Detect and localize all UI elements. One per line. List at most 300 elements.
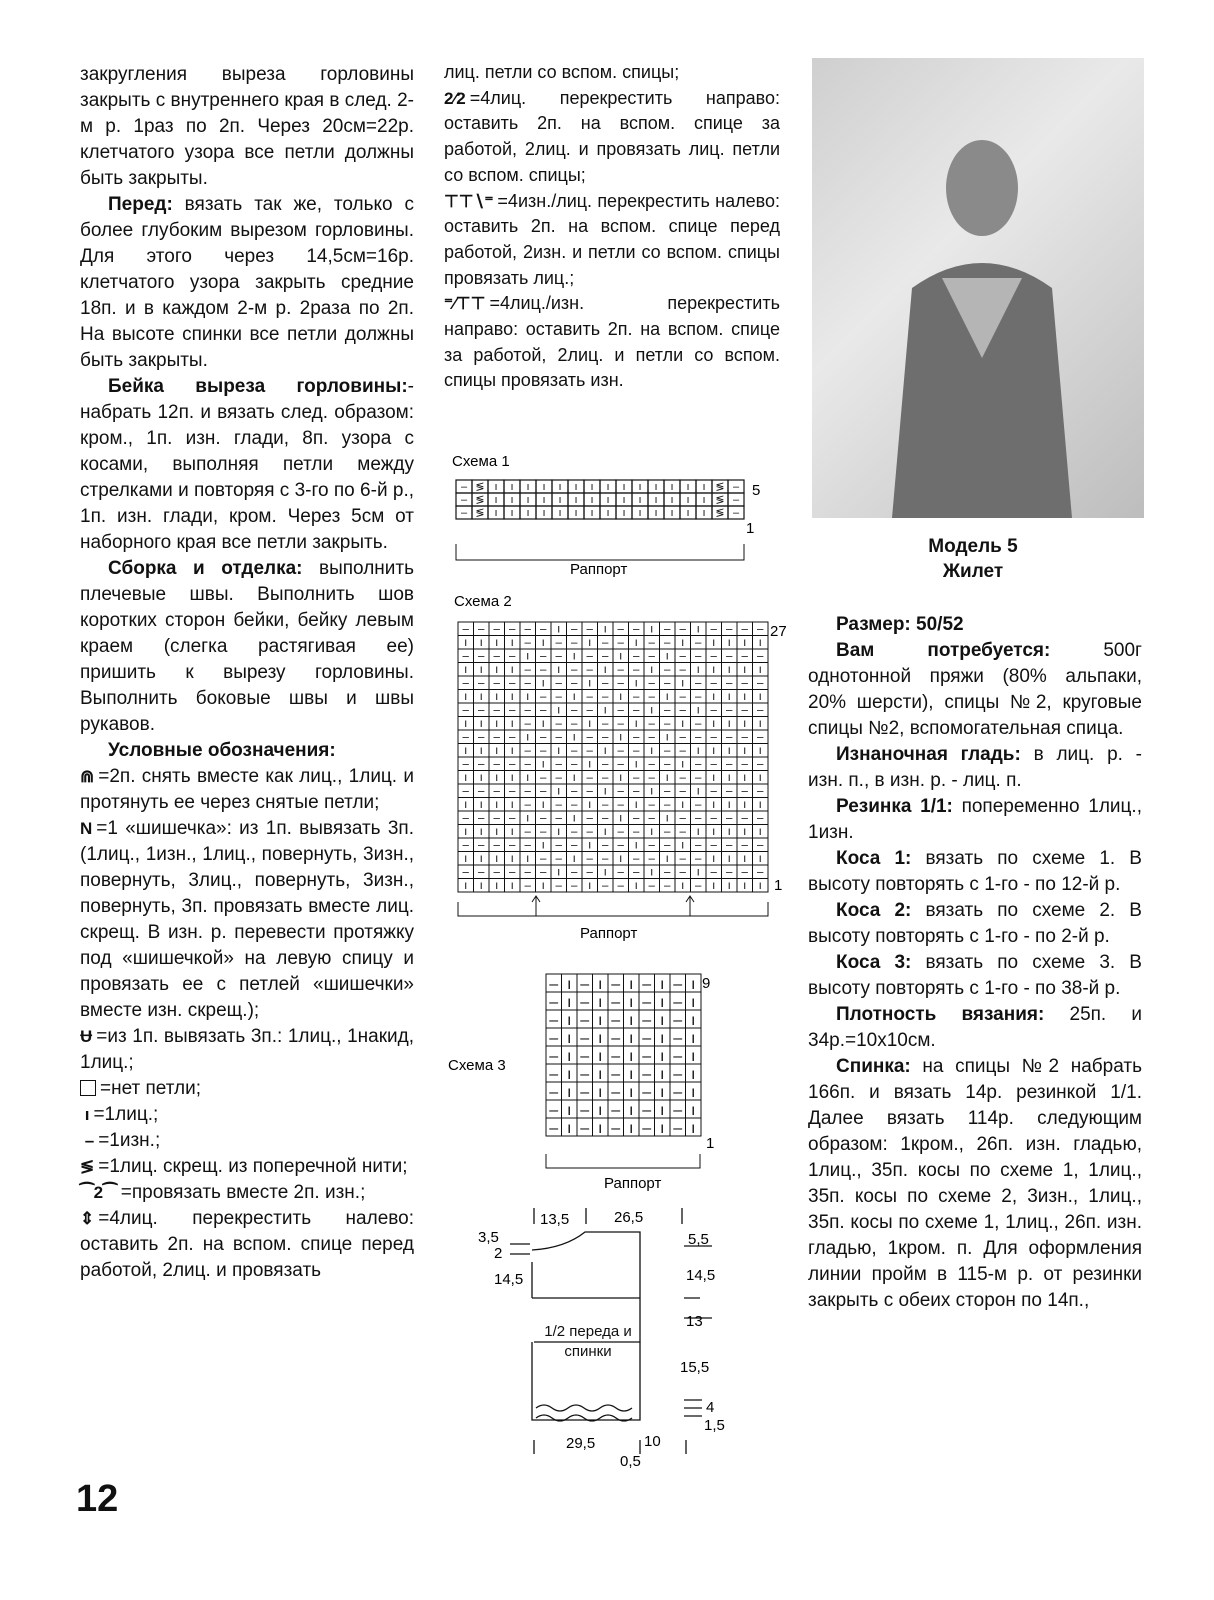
chart-symbol: ı: [495, 772, 499, 784]
chart-symbol: –: [571, 758, 578, 771]
rib-stitch: [808, 794, 1142, 846]
chart-symbol: ı: [572, 650, 576, 663]
chart-symbol: ı: [479, 718, 483, 730]
chart-symbol: –: [493, 623, 500, 636]
chart-symbol: ı: [727, 745, 731, 757]
chart-symbol: –: [580, 1120, 590, 1137]
chart-symbol: ı: [622, 507, 626, 519]
chart-symbol: –: [549, 994, 559, 1011]
chart-symbol: ı: [654, 507, 658, 519]
legend-text: =4лиц. перекрестить направо: оставить 2п. на вспом. спице за работой, 2лиц. и провязать лиц. петли со вспом. спицы;: [444, 87, 780, 185]
chart-symbol: –: [549, 976, 559, 993]
chart-symbol: ı: [622, 494, 626, 506]
chart-symbol: –: [611, 1012, 621, 1029]
chart-symbol: ı: [619, 650, 623, 663]
chart-symbol: ı: [495, 853, 499, 865]
chart-symbol: –: [586, 745, 593, 757]
chart-symbol: –: [524, 839, 531, 852]
chart-symbol: –: [679, 664, 686, 676]
scheme3-grid: [546, 974, 701, 1137]
chart-symbol: ı: [727, 772, 731, 784]
chart-symbol: ı: [526, 494, 530, 506]
chart-symbol: –: [524, 799, 531, 811]
chart-symbol: –: [602, 799, 609, 811]
chart-symbol: –: [611, 1102, 621, 1119]
purl-symbol-icon: –: [80, 1131, 95, 1150]
chart-symbol: –: [462, 731, 469, 744]
legend-text: =4лиц./изн. перекрестить направо: оставить 2п. на вспом. спице за работой, 2лиц. и петли со вспом. спицы провязать изн.: [444, 293, 780, 391]
gauge-text: 25п. и 34р.=10х10см.: [808, 1004, 1142, 1051]
chart-symbol: ı: [526, 772, 530, 784]
chart-symbol: –: [540, 866, 547, 879]
chart-symbol: –: [633, 853, 640, 865]
chart-symbol: ı: [598, 976, 603, 993]
chart-symbol: ı: [712, 664, 716, 676]
chart-symbol: ı: [572, 691, 576, 703]
chart-symbol: ı: [712, 718, 716, 730]
chart-symbol: –: [679, 623, 686, 636]
chart-symbol: ı: [743, 880, 747, 892]
chart-symbol: ı: [510, 745, 514, 757]
chart-symbol: ≶: [715, 481, 725, 493]
chart-symbol: ı: [727, 637, 731, 649]
chart-symbol: –: [664, 758, 671, 771]
chart-symbol: ı: [479, 853, 483, 865]
chart-symbol: ı: [598, 1102, 603, 1119]
chart-symbol: ı: [712, 853, 716, 865]
chart-symbol: –: [695, 772, 702, 784]
chart-symbol: –: [679, 650, 686, 663]
chart-symbol: ı: [743, 772, 747, 784]
chart-symbol: –: [617, 799, 624, 811]
chart-symbol: –: [586, 691, 593, 703]
chart-symbol: –: [555, 772, 562, 784]
chart-symbol: ı: [572, 812, 576, 825]
chart-symbol: ı: [712, 799, 716, 811]
cable-1-text: вязать по схеме 1. В высоту повторять с 1-го - по 12-й р.: [808, 848, 1142, 895]
chart-symbol: ı: [495, 745, 499, 757]
chart-symbol: –: [673, 1048, 683, 1065]
back-section: [808, 1054, 1142, 1314]
chart-symbol: –: [633, 866, 640, 879]
chart-symbol: –: [617, 718, 624, 730]
chart-symbol: ı: [603, 866, 607, 879]
decrease-symbol-icon: ⋒: [80, 767, 95, 786]
chart-symbol: ı: [681, 677, 685, 690]
chart-symbol: –: [549, 1084, 559, 1101]
chart-symbol: ı: [619, 731, 623, 744]
chart-symbol: ı: [603, 664, 607, 676]
chart-symbol: –: [617, 704, 624, 717]
chart-symbol: ı: [574, 507, 578, 519]
chart-symbol: ı: [542, 494, 546, 506]
chart-symbol: –: [478, 866, 485, 879]
chart-symbol: –: [540, 826, 547, 838]
chart-symbol: –: [679, 866, 686, 879]
chart-symbol: –: [673, 1030, 683, 1047]
chart-symbol: –: [611, 1030, 621, 1047]
chart-symbol: ı: [495, 691, 499, 703]
chart-symbol: –: [602, 772, 609, 784]
chart-symbol: ı: [494, 494, 498, 506]
chart-symbol: ≶: [715, 507, 725, 519]
chart-symbol: ı: [660, 1120, 665, 1137]
chart-symbol: ı: [712, 745, 716, 757]
chart-symbol: –: [732, 494, 740, 506]
scheme1-row-label: 5: [752, 482, 761, 499]
chart-symbol: –: [673, 994, 683, 1011]
chart-symbol: –: [726, 758, 733, 771]
repeat-label: Раппорт: [604, 1175, 662, 1192]
chart-symbol: –: [524, 623, 531, 636]
model-photo: [812, 58, 1144, 518]
chart-symbol: ı: [567, 1048, 572, 1065]
chart-symbol: ı: [758, 718, 762, 730]
chart-symbol: ı: [510, 826, 514, 838]
chart-symbol: –: [586, 704, 593, 717]
chart-symbol: –: [757, 704, 764, 717]
chart-symbol: ı: [495, 799, 499, 811]
legend-text: =4изн./лиц. перекрестить налево: оставить 2п. на вспом. спице перед работой, 2изн. и петли со вспом. спицы провязать лиц.;: [444, 190, 780, 288]
chart-symbol: –: [580, 994, 590, 1011]
chart-symbol: ı: [567, 1102, 572, 1119]
chart-symbol: –: [741, 812, 748, 825]
column-right: [808, 612, 1142, 1314]
chart-symbol: ı: [743, 799, 747, 811]
chart-symbol: –: [571, 866, 578, 879]
chart-symbol: –: [695, 839, 702, 852]
dim-label: 29,5: [566, 1435, 596, 1452]
chart-symbol: ı: [665, 772, 669, 784]
chart-symbol: –: [509, 785, 516, 798]
chart-symbol: ı: [686, 507, 690, 519]
paragraph: лиц. петли со вспом. спицы;: [444, 62, 680, 82]
chart-symbol: –: [462, 839, 469, 852]
chart-symbol: ı: [638, 494, 642, 506]
chart-symbol: –: [664, 866, 671, 879]
chart-symbol: ı: [654, 481, 658, 493]
chart-symbol: –: [757, 785, 764, 798]
chart-symbol: –: [571, 637, 578, 649]
chart-symbol: –: [679, 826, 686, 838]
chart-symbol: –: [555, 691, 562, 703]
chart-symbol: ı: [638, 507, 642, 519]
dim-label: 14,5: [494, 1271, 524, 1288]
chart-symbol: ı: [574, 494, 578, 506]
chart-symbol: –: [664, 704, 671, 717]
chart-symbol: ı: [495, 880, 499, 892]
dim-label: 2: [494, 1245, 503, 1262]
chart-symbol: –: [633, 785, 640, 798]
chart-symbol: –: [633, 731, 640, 744]
chart-symbol: ı: [464, 664, 468, 676]
chart-symbol: –: [642, 1084, 652, 1101]
chart-symbol: –: [673, 1012, 683, 1029]
twisted-knit-symbol-icon: ≶: [80, 1157, 95, 1176]
chart-symbol: ı: [619, 772, 623, 784]
chart-symbol: ı: [743, 718, 747, 730]
repeat-label: Раппорт: [570, 561, 628, 578]
chart-symbol: –: [586, 650, 593, 663]
chart-symbol: ı: [464, 799, 468, 811]
materials-title: Вам потребуется:: [836, 640, 1051, 661]
chart-symbol: –: [648, 677, 655, 690]
chart-symbol: –: [549, 1066, 559, 1083]
chart-symbol: ı: [727, 826, 731, 838]
chart-symbol: –: [493, 785, 500, 798]
chart-symbol: ı: [479, 637, 483, 649]
chart-symbol: ı: [696, 866, 700, 879]
chart-symbol: ı: [598, 1066, 603, 1083]
chart-symbol: –: [710, 623, 717, 636]
chart-symbol: –: [540, 623, 547, 636]
chart-symbol: –: [555, 718, 562, 730]
cable-2-title: Коса 2:: [836, 900, 912, 921]
chart-symbol: ı: [479, 799, 483, 811]
chart-symbol: ı: [588, 718, 592, 730]
chart-symbol: –: [633, 691, 640, 703]
chart-symbol: ı: [588, 677, 592, 690]
chart-symbol: –: [555, 637, 562, 649]
chart-symbol: –: [478, 623, 485, 636]
chart-symbol: ı: [743, 853, 747, 865]
chart-symbol: ı: [691, 1066, 696, 1083]
chart-symbol: –: [726, 650, 733, 663]
chart-symbol: ı: [541, 758, 545, 771]
chart-symbol: ı: [634, 718, 638, 730]
chart-symbol: –: [540, 691, 547, 703]
chart-symbol: –: [648, 758, 655, 771]
chart-symbol: ı: [665, 691, 669, 703]
chart-symbol: –: [555, 880, 562, 892]
dim-label: 0,5: [620, 1453, 641, 1470]
chart-symbol: –: [586, 772, 593, 784]
chart-symbol: ı: [510, 772, 514, 784]
chart-symbol: –: [726, 866, 733, 879]
dim-label: 14,5: [686, 1267, 716, 1284]
chart-symbol: ı: [567, 1066, 572, 1083]
chart-symbol: –: [586, 785, 593, 798]
cable-1: [808, 846, 1142, 898]
chart-symbol: ı: [629, 1030, 634, 1047]
chart-symbol: –: [617, 785, 624, 798]
chart-symbol: ı: [727, 853, 731, 865]
dim-label: 15,5: [680, 1359, 710, 1376]
chart-symbol: –: [695, 650, 702, 663]
chart-symbol: ı: [727, 718, 731, 730]
chart-symbol: –: [555, 799, 562, 811]
chart-symbol: ı: [650, 664, 654, 676]
chart-symbol: –: [602, 758, 609, 771]
chart-symbol: ı: [691, 994, 696, 1011]
chart-symbol: –: [679, 853, 686, 865]
chart-symbol: –: [493, 704, 500, 717]
scheme1-title: Схема 1: [452, 453, 510, 470]
cable-right-symbol-icon: 2⁄2: [444, 88, 466, 108]
chart-symbol: –: [642, 1030, 652, 1047]
chart-symbol: ı: [479, 691, 483, 703]
chart-symbol: ı: [650, 866, 654, 879]
assembly-text: выполнить плечевые швы. Выполнить шов коротких сторон бейки, бейку левым краем (слегка растягивая ее) пришить к вырезу горловины. Выполнить боковые швы и швы рукавов.: [80, 558, 414, 735]
chart-symbol: ı: [590, 494, 594, 506]
chart-symbol: –: [478, 812, 485, 825]
chart-symbol: ı: [619, 812, 623, 825]
chart-symbol: ı: [622, 481, 626, 493]
legend-text: =1лиц.;: [93, 1104, 159, 1125]
chart-symbol: –: [695, 637, 702, 649]
chart-symbol: –: [462, 785, 469, 798]
chart-symbol: ı: [541, 718, 545, 730]
chart-symbol: ı: [510, 494, 514, 506]
cable-3: [808, 950, 1142, 1002]
dim-label: 3,5: [478, 1229, 499, 1246]
chart-symbol: ı: [654, 494, 658, 506]
chart-symbol: –: [524, 826, 531, 838]
chart-symbol: –: [642, 976, 652, 993]
dim-label: 26,5: [614, 1209, 644, 1226]
chart-symbol: ı: [510, 481, 514, 493]
paragraph: закругления выреза горловины закрыть с внутреннего края в след. 2-м р. 1раз по 2п. Через 20см=22р. клетчатого узора все петли должны быть закрыты.: [80, 64, 414, 189]
chart-symbol: ı: [660, 1012, 665, 1029]
assembly-title: Сборка и отделка:: [108, 558, 303, 579]
chart-symbol: ı: [510, 853, 514, 865]
chart-symbol: –: [673, 976, 683, 993]
chart-symbol: ı: [598, 1012, 603, 1029]
scheme3-row-label: 1: [706, 1135, 715, 1152]
chart-symbol: –: [611, 1066, 621, 1083]
chart-symbol: –: [726, 677, 733, 690]
chart-symbol: ı: [479, 826, 483, 838]
chart-symbol: ı: [727, 880, 731, 892]
chart-symbol: ı: [670, 507, 674, 519]
chart-symbol: –: [602, 853, 609, 865]
chart-symbol: –: [602, 731, 609, 744]
chart-symbol: ı: [557, 785, 561, 798]
scheme2-grid: [458, 622, 768, 892]
chart-symbol: ı: [606, 507, 610, 519]
arrow-icon: [532, 896, 694, 916]
chart-symbol: –: [648, 650, 655, 663]
chart-symbol: –: [695, 880, 702, 892]
chart-symbol: ı: [665, 650, 669, 663]
chart-symbol: –: [710, 839, 717, 852]
repeat-bracket: [458, 902, 768, 916]
chart-symbol: –: [509, 650, 516, 663]
chart-symbol: –: [757, 758, 764, 771]
chart-symbol: –: [710, 731, 717, 744]
chart-symbol: –: [664, 745, 671, 757]
chart-symbol: ı: [567, 1120, 572, 1137]
chart-symbol: –: [695, 718, 702, 730]
chart-symbol: –: [540, 731, 547, 744]
chart-symbol: –: [695, 799, 702, 811]
legend-text: =провязать вместе 2п. изн.;: [120, 1182, 366, 1203]
gauge: [808, 1002, 1142, 1054]
chart-symbol: –: [648, 853, 655, 865]
chart-symbol: –: [524, 637, 531, 649]
chart-symbol: –: [571, 677, 578, 690]
chart-symbol: ı: [702, 494, 706, 506]
chart-symbol: –: [726, 704, 733, 717]
chart-symbol: ı: [495, 664, 499, 676]
gauge-title: Плотность вязания:: [836, 1004, 1045, 1025]
chart-symbol: ı: [743, 691, 747, 703]
chart-symbol: ı: [743, 745, 747, 757]
legend-text: =из 1п. вывязать 3п.: 1лиц., 1накид, 1лиц.;: [80, 1026, 414, 1073]
rib-title: Резинка 1/1:: [836, 796, 953, 817]
chart-symbol: –: [611, 1120, 621, 1137]
chart-symbol: –: [611, 1084, 621, 1101]
chart-symbol: ı: [691, 1120, 696, 1137]
chart-symbol: –: [741, 731, 748, 744]
chart-symbol: –: [493, 650, 500, 663]
chart-symbol: ı: [558, 481, 562, 493]
chart-symbol: –: [462, 758, 469, 771]
chart-symbol: ı: [510, 691, 514, 703]
chart-symbol: –: [633, 704, 640, 717]
chart-symbol: –: [664, 623, 671, 636]
chart-symbol: –: [695, 812, 702, 825]
chart-symbol: –: [524, 866, 531, 879]
chart-symbol: –: [726, 812, 733, 825]
chart-symbol: –: [648, 772, 655, 784]
materials-text: 500г однотонной пряжи (80% альпаки, 20% шерсти), спицы №2, круговые спицы №2, вспомогательная спица.: [808, 640, 1142, 739]
chart-symbol: –: [633, 650, 640, 663]
chart-symbol: ı: [558, 507, 562, 519]
scheme3-title: Схема 3: [448, 1057, 506, 1074]
chart-symbol: –: [695, 677, 702, 690]
chart-symbol: –: [586, 826, 593, 838]
chart-symbol: –: [540, 812, 547, 825]
chart-symbol: ı: [629, 1120, 634, 1137]
cable-1-title: Коса 1:: [836, 848, 912, 869]
chart-symbol: –: [524, 704, 531, 717]
legend-text: =2п. снять вместе как лиц., 1лиц. и протянуть ее через снятые петли;: [80, 766, 414, 813]
chart-symbol: –: [580, 1030, 590, 1047]
chart-symbol: –: [462, 866, 469, 879]
chart-symbol: –: [741, 758, 748, 771]
chart-symbol: –: [757, 677, 764, 690]
dim-label: 5,5: [688, 1231, 709, 1248]
chart-symbol: ı: [758, 772, 762, 784]
cable-knit-purl-right-symbol-icon: ⁼⁄⊤⊤: [444, 294, 486, 314]
chart-symbol: ı: [650, 623, 654, 636]
chart-symbol: –: [710, 812, 717, 825]
chart-symbol: –: [555, 758, 562, 771]
chart-symbol: ı: [510, 507, 514, 519]
chart-symbol: –: [741, 866, 748, 879]
chart-symbol: –: [633, 623, 640, 636]
chart-symbol: –: [586, 812, 593, 825]
chart-symbol: ı: [526, 691, 530, 703]
chart-symbol: –: [571, 826, 578, 838]
chart-symbol: –: [642, 1102, 652, 1119]
chart-symbol: –: [571, 745, 578, 757]
chart-symbol: –: [757, 650, 764, 663]
chart-symbol: –: [540, 704, 547, 717]
purl-two-together-symbol-icon: ⁀2⁀: [80, 1183, 117, 1202]
cable-2-text: вязать по схеме 2. В высоту повторять с 1-го - по 2-й р.: [808, 900, 1142, 947]
chart-symbol: –: [617, 637, 624, 649]
chart-symbol: –: [524, 785, 531, 798]
repeat-bracket: [456, 544, 744, 560]
chart-symbol: ı: [572, 853, 576, 865]
chart-symbol: ≶: [715, 494, 725, 506]
chart-symbol: ı: [696, 704, 700, 717]
chart-symbol: –: [602, 880, 609, 892]
chart-symbol: ı: [464, 853, 468, 865]
chart-symbol: ı: [510, 718, 514, 730]
